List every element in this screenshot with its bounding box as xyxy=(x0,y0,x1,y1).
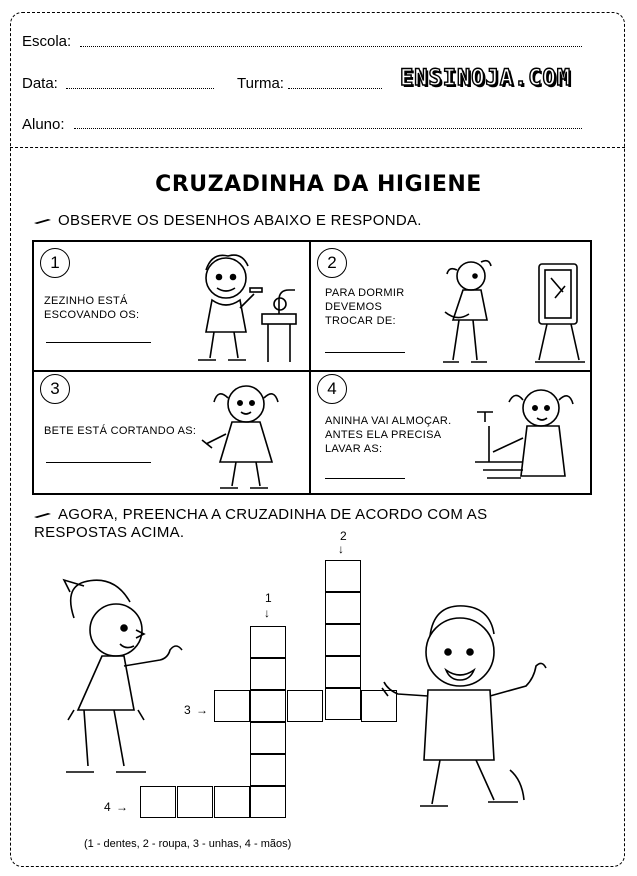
girl-illustration xyxy=(44,578,194,786)
aluno-field[interactable] xyxy=(74,128,582,129)
answer-line[interactable] xyxy=(46,462,151,463)
crossword-cell-2-down[interactable] xyxy=(325,560,361,592)
girl-washing-hands-illustration xyxy=(461,378,587,492)
instruction-observe xyxy=(34,212,422,229)
instruction-fill-line-2: RESPOSTAS ACIMA. xyxy=(34,524,185,541)
escola-field[interactable] xyxy=(80,46,582,47)
panel-2 xyxy=(311,242,591,370)
panel-3 xyxy=(34,372,309,494)
instruction-fill-crossword xyxy=(34,506,487,542)
crossword-cell-2-down[interactable] xyxy=(325,592,361,624)
clue-number-4: 4 xyxy=(104,800,111,814)
aluno-label: Aluno: xyxy=(22,116,65,133)
crossword-cell-4-across[interactable] xyxy=(140,786,176,818)
panel-number: 3 xyxy=(40,374,70,404)
arrow-down-icon: ↓ xyxy=(264,606,270,620)
panel-question: ANINHA VAI ALMOÇAR. ANTES ELA PRECISA LAVAR AS: xyxy=(325,415,452,455)
turma-label: Turma: xyxy=(237,75,284,92)
question-panels xyxy=(32,240,592,495)
answer-line[interactable] xyxy=(46,342,151,343)
crossword-cell-2-down[interactable] xyxy=(325,688,361,720)
arrow-down-icon: ↓ xyxy=(338,542,344,556)
clue-number-3: 3 xyxy=(184,703,191,717)
answer-line[interactable] xyxy=(325,352,405,353)
crossword-cell-4-across[interactable] xyxy=(177,786,213,818)
crossword-cell-1-down[interactable] xyxy=(250,754,286,786)
crossword-cell-2-down[interactable] xyxy=(325,656,361,688)
crossword-cell-3-across[interactable] xyxy=(287,690,323,722)
panel-number: 1 xyxy=(40,248,70,278)
turma-field[interactable] xyxy=(288,88,382,89)
panel-question: BETE ESTÁ CORTANDO AS: xyxy=(44,425,197,437)
pencil-icon xyxy=(34,218,52,224)
crossword-cell-4-across[interactable] xyxy=(214,786,250,818)
girl-changing-clothes-illustration xyxy=(423,252,585,366)
panel-number: 4 xyxy=(317,374,347,404)
escola-label: Escola: xyxy=(22,33,72,50)
panel-question: ZEZINHO ESTÁ ESCOVANDO OS: xyxy=(44,295,140,321)
girl-cutting-nails-illustration xyxy=(184,376,304,492)
page-title: CRUZADINHA DA HIGIENE xyxy=(155,172,482,197)
data-label: Data: xyxy=(22,75,58,92)
crossword-cell-1-down[interactable] xyxy=(250,722,286,754)
boy-illustration xyxy=(380,600,562,814)
panel-1 xyxy=(34,242,309,370)
data-field[interactable] xyxy=(66,88,214,89)
panel-4 xyxy=(311,372,591,494)
crossword-cell-1-down[interactable] xyxy=(250,658,286,690)
pencil-icon xyxy=(34,512,52,518)
arrow-right-icon: → xyxy=(116,800,128,814)
panel-number: 2 xyxy=(317,248,347,278)
crossword-cell-2-down[interactable] xyxy=(325,624,361,656)
crossword-cell-1-down[interactable] xyxy=(250,690,286,722)
header-separator xyxy=(10,147,625,148)
panel-question: PARA DORMIR DEVEMOS TROCAR DE: xyxy=(325,287,405,327)
crossword-cell-1-down[interactable] xyxy=(250,626,286,658)
crossword-cell-3-across[interactable] xyxy=(214,690,250,722)
instruction-fill-line-1: AGORA, PREENCHA A CRUZADINHA DE ACORDO COM AS xyxy=(58,506,488,523)
clue-number-1: 1 xyxy=(265,591,272,605)
instruction-observe-text: OBSERVE OS DESENHOS ABAIXO E RESPONDA. xyxy=(58,212,422,229)
clue-number-2: 2 xyxy=(340,529,347,543)
arrow-right-icon: → xyxy=(196,703,208,717)
answer-key: (1 - dentes, 2 - roupa, 3 - unhas, 4 - mãos) xyxy=(84,838,292,850)
answer-line[interactable] xyxy=(325,478,405,479)
boy-brushing-teeth-illustration xyxy=(184,250,304,368)
site-logo: ENSINOJA.COM xyxy=(400,66,571,91)
crossword-cell-1-down[interactable] xyxy=(250,786,286,818)
